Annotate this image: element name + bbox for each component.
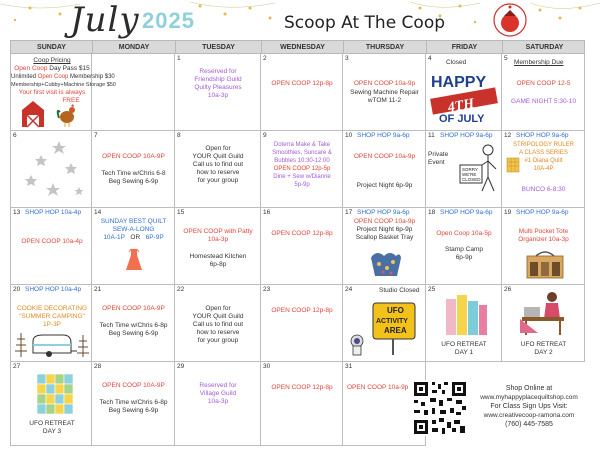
day-cell-6[interactable]: [10, 131, 92, 208]
day-cell-9[interactable]: [261, 131, 343, 208]
event-text: Call us to find out: [192, 321, 244, 328]
day-number: 13: [13, 209, 21, 216]
event-text: Beg Sewing 6-9p: [108, 330, 159, 337]
event-text: Bubbles 10:30-12:00: [274, 158, 330, 164]
creative-coop-logo: [492, 2, 528, 38]
day-cell-4[interactable]: [426, 54, 502, 131]
event-text: OPEN COOP 10a-9p: [353, 218, 416, 225]
day-cell-29[interactable]: [175, 362, 261, 446]
day-cell-1[interactable]: [175, 54, 261, 131]
shop-hop-text: SHOP HOP 9a-6p: [440, 132, 493, 139]
event-text: Beg Sewing 6-9p: [108, 178, 159, 185]
shop-hop-text: SHOP HOP 9a-6p: [357, 132, 410, 139]
event-text: for your group: [197, 337, 239, 344]
event-text: Open for: [205, 145, 231, 152]
pricing-membership: Unlimited Open Coop Membership $30: [11, 74, 115, 80]
event-text: Event: [428, 159, 445, 166]
day-cell-23[interactable]: [261, 285, 343, 362]
dow-sunday: SUNDAY: [11, 41, 93, 54]
fabric-bolts-illustration: [444, 291, 488, 337]
event-text: OPEN COOP 12p-8p: [271, 307, 333, 314]
day-cell-7[interactable]: [92, 131, 175, 208]
day-cell-8[interactable]: [175, 131, 261, 208]
day-number: 28: [94, 363, 102, 370]
event-text: OPEN COOP 10a-9p: [353, 80, 416, 87]
day-number: 22: [177, 286, 185, 293]
dow-tuesday: TUESDAY: [176, 41, 262, 54]
event-text: #1 Diana Quilt: [524, 158, 563, 164]
event-text: 10a-3p: [207, 236, 229, 243]
tote-organizer-illustration: [524, 248, 566, 280]
shop-hop-text: SHOP HOP 10a-4p: [25, 286, 82, 293]
event-text: Village Guild: [199, 390, 237, 397]
footer-class-url[interactable]: www.creativecoop-ramona.com: [483, 412, 575, 419]
day-number: 3: [345, 55, 349, 62]
day-number: 16: [263, 209, 271, 216]
day-cell-empty-monday: [92, 54, 175, 131]
footer-shop-url[interactable]: www.myhappyplacequiltshop.com: [480, 394, 578, 401]
happy-4th-of-july-sign: [429, 69, 499, 123]
day-cell-10[interactable]: [343, 131, 426, 208]
event-text: Closed: [446, 59, 467, 66]
day-number: 31: [345, 363, 353, 370]
event-text: UFO RETREAT: [441, 341, 487, 348]
event-text: Project Night 6p-9p: [356, 182, 413, 189]
day-number: 17: [345, 209, 353, 216]
event-text: OPEN COOP 12p-8p: [271, 230, 333, 237]
svg-text:CLOSED: CLOSED: [462, 177, 481, 182]
svg-text:OF JULY: OF JULY: [439, 113, 485, 125]
day-number: 30: [263, 363, 271, 370]
event-text: COOKIE DECORATING: [17, 305, 87, 312]
event-text: OPEN COOP 12-5: [516, 80, 571, 87]
event-text: OPEN COOP 10a-4p: [21, 238, 83, 245]
pricing-membership-plus: Membership+Cubby+Machine Storage $50: [11, 82, 116, 88]
event-text: STRIPOLOGY RULER: [513, 142, 574, 148]
day-cell-15[interactable]: [175, 208, 261, 285]
dow-friday: FRIDAY: [427, 41, 503, 54]
day-cell-28[interactable]: [92, 362, 175, 446]
day-cell-20[interactable]: [10, 285, 92, 362]
event-text: OPEN COOP 10A-9P: [102, 305, 165, 312]
event-text: Private: [428, 151, 449, 158]
event-text: Tech Time w/Chris 6-8: [101, 170, 166, 177]
day-cell-12[interactable]: [502, 131, 585, 208]
pricing-first-visit: Your first visit is always: [18, 89, 86, 96]
day-cell-pricing: [10, 54, 116, 131]
event-text: 10a-3p: [207, 398, 229, 405]
day-number: 1: [177, 55, 181, 62]
event-text: Open Coop 10a-5p: [436, 230, 492, 237]
day-cell-2[interactable]: [261, 54, 343, 131]
dow-monday: MONDAY: [93, 41, 176, 54]
event-text: SUNDAY BEST QUILT: [100, 218, 167, 225]
event-text: DAY 3: [42, 428, 62, 435]
event-text: Call us to find out: [192, 161, 244, 168]
day-cell-18[interactable]: [426, 208, 502, 285]
day-number: 7: [94, 132, 98, 139]
event-text: OPEN COOP 10a-9p: [347, 384, 409, 391]
footer-phone[interactable]: (760) 445-7585: [505, 421, 553, 428]
day-number: 9: [263, 132, 267, 139]
stars-decoration: [19, 137, 89, 205]
event-text: 1P-3P: [42, 321, 62, 328]
day-cell-14[interactable]: [92, 208, 175, 285]
day-cell-17[interactable]: [343, 208, 426, 285]
day-number: 23: [263, 286, 271, 293]
days-of-week-row: [10, 40, 585, 54]
day-cell-21[interactable]: [92, 285, 175, 362]
event-text: Multi Pocket Tote: [518, 228, 569, 235]
event-text: Scallop Basket Tray: [355, 234, 414, 241]
svg-text:WE'RE: WE'RE: [462, 172, 477, 177]
event-text: Smoothies, Suncare &: [272, 150, 332, 156]
event-text: OPEN COOP 12p-8p: [271, 80, 333, 87]
event-text: OPEN COOP 12p-8p: [271, 384, 333, 391]
ruler-icon: [506, 157, 520, 173]
pricing-day-pass: Open Coop Day Pass $15: [14, 65, 90, 72]
barn-rooster-illustration: [19, 98, 79, 128]
event-text: DAY 2: [534, 349, 553, 356]
event-text: Membership Due: [514, 59, 564, 66]
event-text: Tech Time w/Chris 6-8p: [99, 322, 168, 329]
day-number: 27: [13, 363, 21, 370]
event-text: YOUR Quilt Guild: [192, 153, 244, 160]
event-text: how to reserve: [196, 329, 240, 336]
day-number: 25: [428, 286, 436, 293]
day-cell-13[interactable]: [10, 208, 92, 285]
day-cell-11[interactable]: [426, 131, 502, 208]
shop-title: Scoop At The Coop: [284, 13, 446, 33]
event-text: Tech Time w/Chris 6-8p: [99, 399, 168, 406]
dow-wednesday: WEDNESDAY: [262, 41, 344, 54]
day-number: 19: [504, 209, 512, 216]
event-text: 6p-9p: [455, 254, 473, 261]
day-number: 20: [13, 286, 21, 293]
day-number: 4: [428, 55, 432, 62]
svg-text:UFO: UFO: [387, 306, 404, 315]
calendar-grid: [10, 40, 585, 451]
month-title: July: [70, 0, 140, 40]
svg-text:4TH: 4TH: [446, 96, 476, 116]
dress-icon: [124, 248, 144, 272]
day-number: 29: [177, 363, 185, 370]
day-cell-25[interactable]: [426, 285, 502, 362]
day-number: 12: [504, 132, 512, 139]
event-text: Dine + Sew w/Dianne: [273, 174, 331, 180]
pricing-heading: Coop Pricing: [33, 57, 71, 64]
event-text: Organizer 10a-3p: [518, 236, 569, 243]
sewing-woman-illustration: [518, 289, 568, 337]
event-text: Quilty Pleasures: [194, 84, 242, 91]
event-text: DAY 1: [454, 349, 474, 356]
event-text: A CLASS SERIES: [519, 150, 568, 156]
svg-text:AREA: AREA: [384, 326, 407, 335]
event-text: OPEN COOP 10A-9P: [102, 153, 165, 160]
event-text: Sewing Machine Repair: [350, 89, 419, 96]
day-cell-19[interactable]: [502, 208, 585, 285]
day-number: 24: [345, 286, 353, 293]
day-number: 21: [94, 286, 102, 293]
event-text: Studio Closed: [379, 287, 420, 294]
event-text: Beg Sewing 6-9p: [108, 407, 159, 414]
event-text: OPEN COOP 10A-9P: [102, 382, 165, 389]
day-number: 6: [13, 132, 17, 139]
footer-shop-online: Shop Online at: [505, 385, 553, 392]
event-text: Reserved for: [199, 382, 237, 389]
day-cell-22[interactable]: [175, 285, 261, 362]
event-text: Friendship Guild: [194, 76, 242, 83]
day-cell-26[interactable]: [502, 285, 585, 362]
svg-text:HAPPY: HAPPY: [431, 74, 487, 91]
day-number: 11: [428, 132, 435, 139]
event-text: Stamp Camp: [445, 246, 483, 253]
camping-trailer-illustration: [15, 329, 89, 359]
event-text: 6p-8p: [209, 261, 227, 268]
event-text: 5p-9p: [294, 182, 310, 188]
sorry-closed-sign-figure: [458, 143, 500, 205]
day-cell-16[interactable]: [261, 208, 343, 285]
calendar-header: [0, 0, 600, 40]
ufo-activity-area-sign: [347, 299, 423, 359]
event-text: 10A-4P: [533, 166, 554, 172]
pricing-free: FREE: [62, 97, 80, 104]
day-number: 26: [504, 286, 512, 293]
year-title: 2025: [142, 8, 195, 33]
quilt-illustration: [37, 374, 73, 414]
shop-hop-text: SHOP HOP 9a-6p: [357, 209, 410, 216]
event-text: Open for: [205, 305, 231, 312]
shop-hop-text: SHOP HOP 9a-6p: [516, 209, 569, 216]
event-times: 10A-1P OR 6P-9P: [103, 234, 164, 241]
event-text: YOUR Quilt Guild: [192, 313, 244, 320]
svg-text:SORRY: SORRY: [462, 167, 478, 172]
event-text: UFO RETREAT: [520, 341, 567, 348]
day-number: 10: [345, 132, 353, 139]
event-text: wTOM 11-2: [367, 97, 402, 104]
event-text: OPEN COOP 10a-9p: [353, 153, 416, 160]
svg-text:ACTIVITY: ACTIVITY: [376, 318, 408, 325]
event-text: OPEN COOP 12p-5p: [273, 166, 331, 172]
event-text: GAME NIGHT 5:30-10: [511, 98, 576, 105]
day-cell-3[interactable]: [343, 54, 426, 131]
shop-hop-text: SHOP HOP 10a-4p: [25, 209, 82, 216]
qr-code[interactable]: [412, 380, 468, 436]
day-number: 5: [504, 55, 508, 62]
shop-hop-text: SHOP HOP 9a-6p: [440, 209, 493, 216]
footer-class-signups: For Class Sign Ups Visit:: [490, 403, 568, 410]
event-text: Homestead Kitchen: [189, 253, 247, 260]
dow-saturday: SATURDAY: [525, 44, 564, 51]
event-text: Reserved for: [199, 68, 237, 75]
event-text: "SUMMER CAMPING": [19, 313, 85, 320]
scallop-basket-illustration: [369, 246, 403, 280]
day-cell-24[interactable]: [343, 285, 426, 362]
event-text: for your group: [197, 177, 239, 184]
dow-thursday: THURSDAY: [344, 41, 427, 54]
event-text: Project Night 6p-9p: [356, 226, 413, 233]
day-cell-27[interactable]: [10, 362, 92, 446]
event-text: 10a-3p: [207, 92, 229, 99]
event-text: UFO RETREAT: [29, 420, 75, 427]
day-number: 2: [263, 55, 267, 62]
event-text: BUNCO 6-8:30: [521, 186, 566, 193]
shop-hop-text: SHOP HOP 9a-6p: [516, 132, 569, 139]
event-text: SEW-A-LONG: [112, 226, 155, 233]
day-number: 8: [177, 132, 181, 139]
day-number: 14: [94, 209, 102, 216]
event-text: how to reserve: [196, 169, 240, 176]
day-number: 15: [177, 209, 185, 216]
day-cell-5[interactable]: [502, 54, 585, 131]
event-text: OPEN COOP with Patty: [183, 228, 253, 235]
event-text: Doterra Make & Take: [273, 142, 331, 148]
day-cell-30[interactable]: [261, 362, 343, 446]
day-number: 18: [428, 209, 436, 216]
